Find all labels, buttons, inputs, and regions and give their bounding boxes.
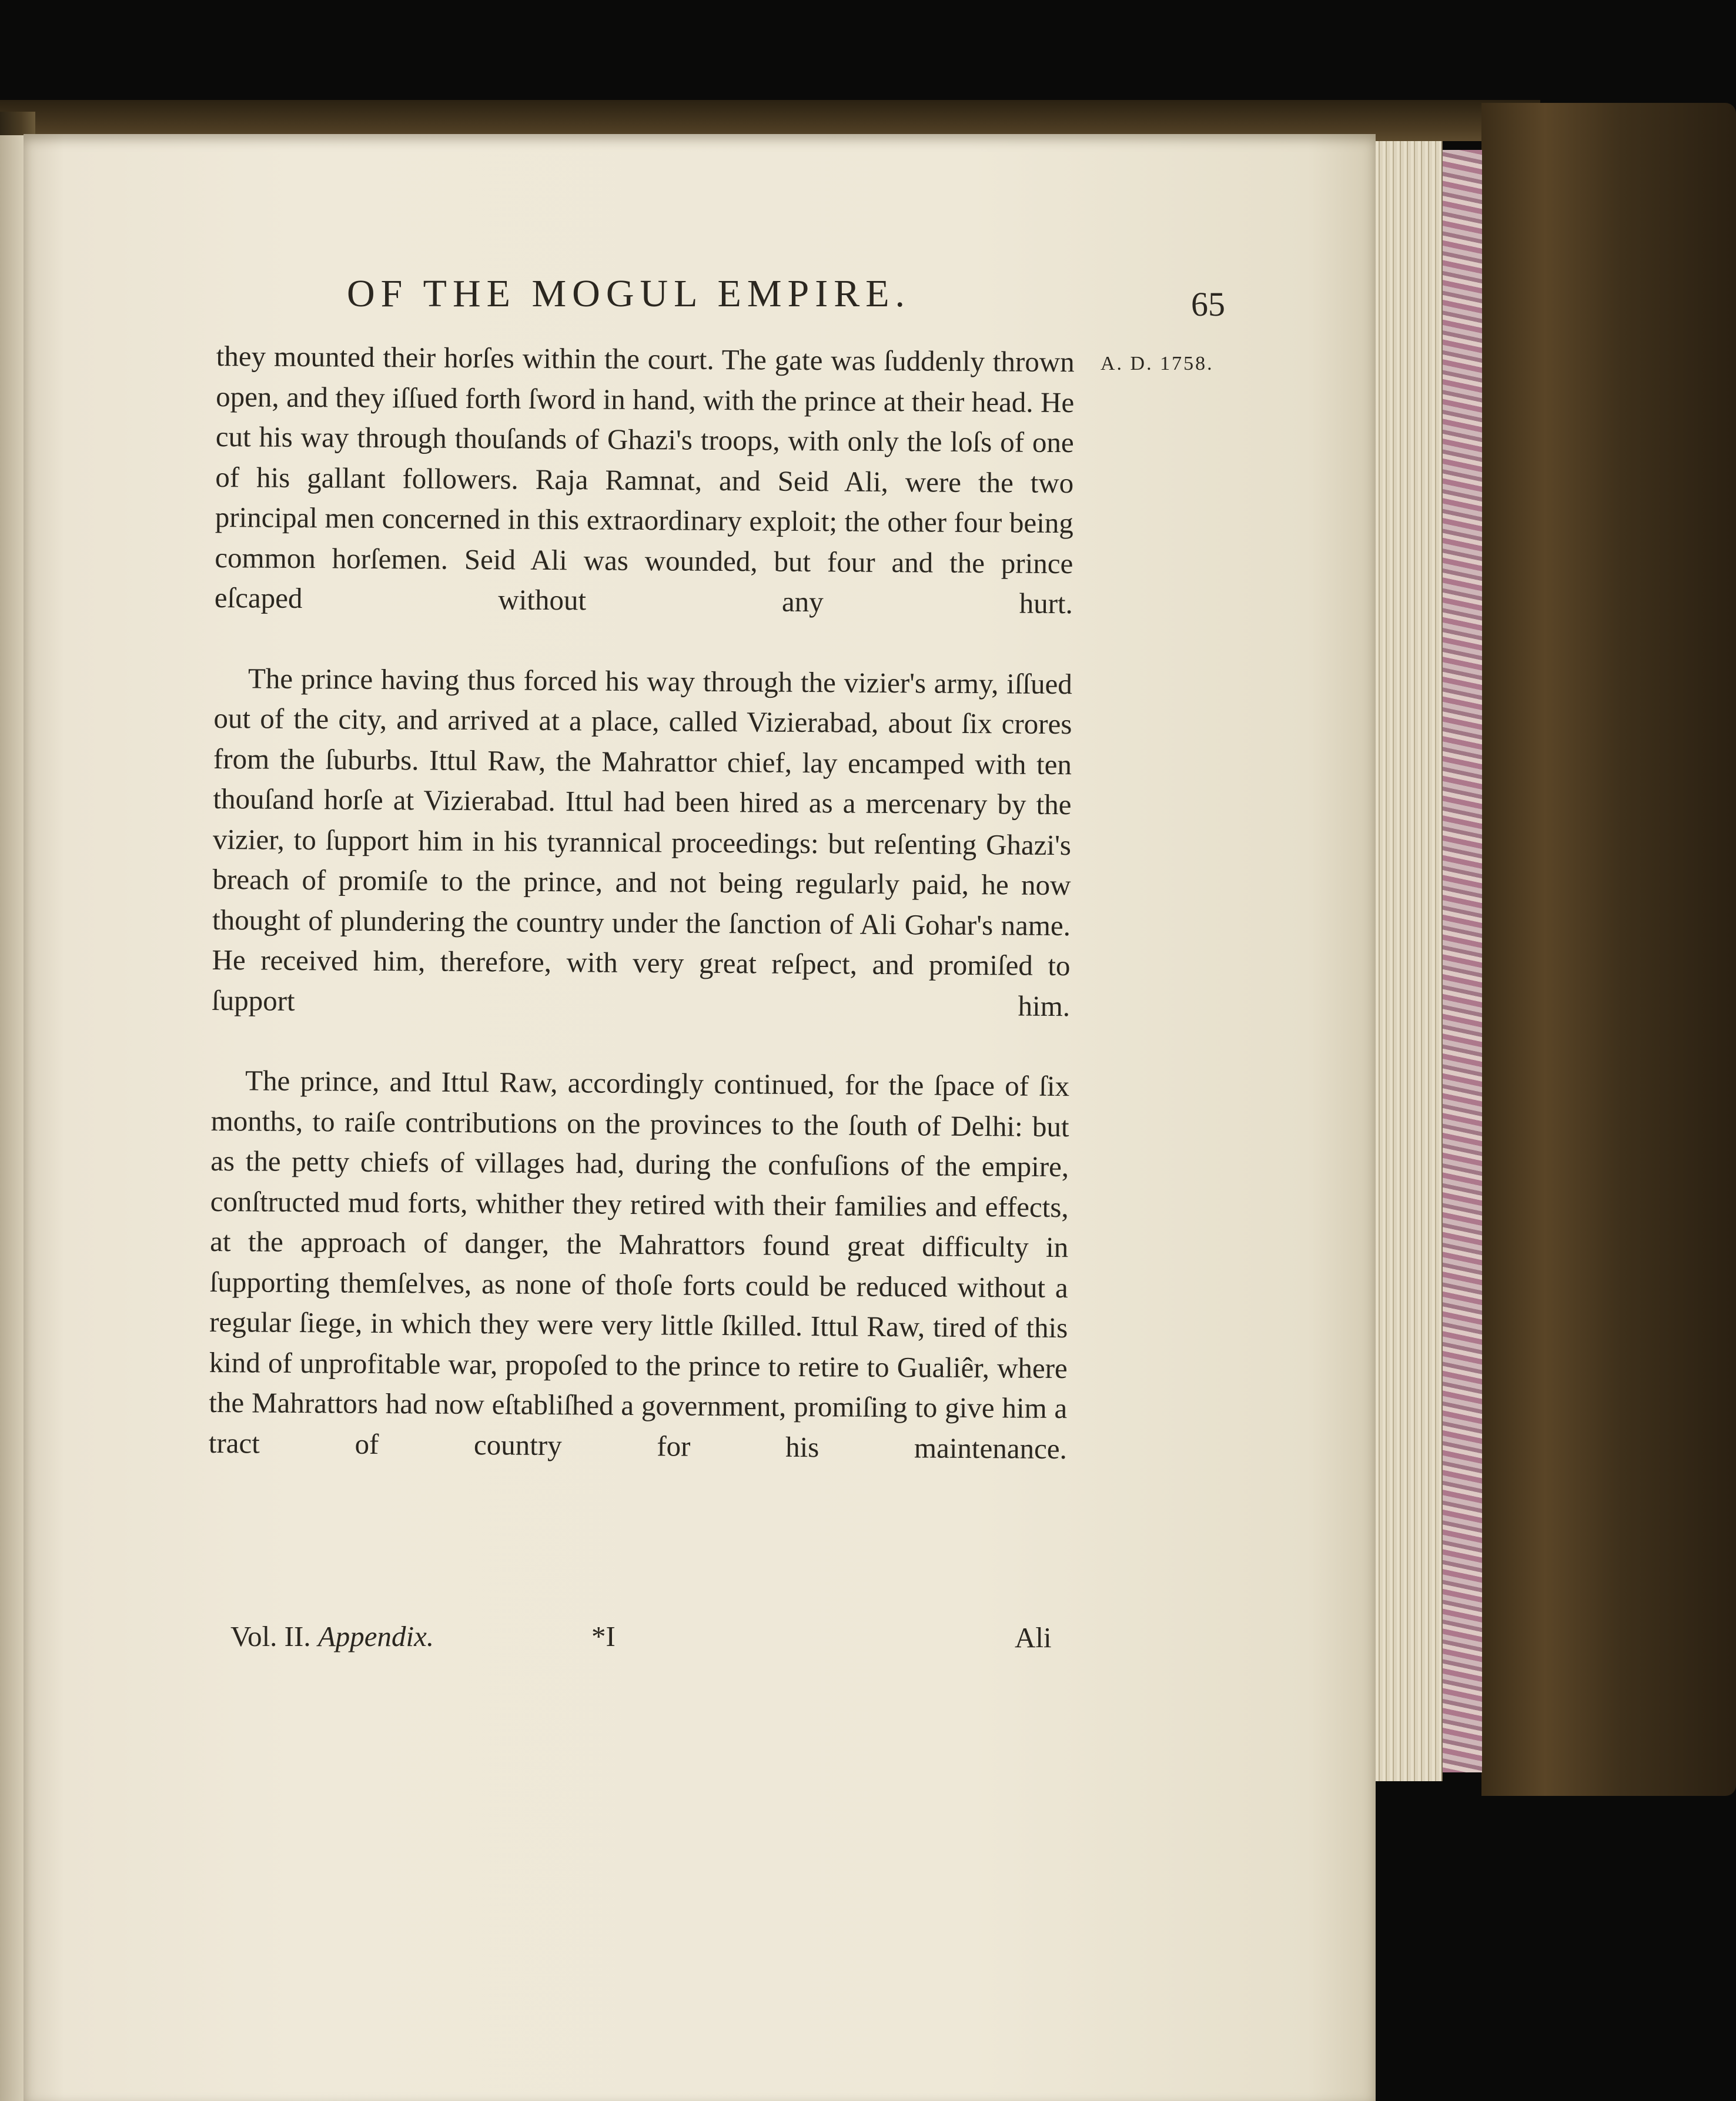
body-text [209, 336, 1075, 1469]
volume-label: Vol. II. [230, 1620, 311, 1652]
page-block-edges [1376, 141, 1443, 1781]
paragraph-1: they mounted their horſes within the court. The gate was ſuddenly thrown open, and they iſſued forth ſword in hand, with the prince at their head. He cut his way through thouſands of Ghazi's troops, with only the loſs of one of his gallant followers. Raja Ramnat, and Seid Ali, were the two principal men concerned in this extraordinary exploit; the other four being common horſemen. Seid Ali was wounded, but four and the prince eſcaped without any hurt. [214, 339, 1075, 620]
volume-line [230, 1620, 434, 1653]
catchword: Ali [1015, 1621, 1052, 1654]
signature-mark: *I [591, 1620, 616, 1652]
paragraph-3: The prince, and Ittul Raw, accordingly continued, for the ſpace of ſix months, to raiſe contributions on the provinces to the ſouth of Delhi: but as the petty chiefs of villages had, during the confuſions of the empire, conſtructed mud forts, whither they retired with their families and effects, at the approach of danger, the Mahrattors found great difficulty in ſupporting themſelves, as none of thoſe forts could be reduced without a regular ſiege, in which they were very little ſkilled. Ittul Raw, tired of this kind of unprofitable war, propoſed to the prince to retire to Gualiêr, where the Mahrattors had now eſtabliſhed a government, promiſing to give him a tract of country for his maintenance. [208, 1064, 1070, 1465]
book-cover-right-board [1481, 103, 1736, 1796]
page-number: 65 [1191, 285, 1225, 323]
paragraph-2: The prince having thus forced his way through the vizier's army, iſſued out of the city, and arrived at a place, called Vizierabad, about ſix crores from the ſuburbs. Ittul Raw, the Mahrattor chief, lay encamped with ten thouſand horſe at Vizierabad. Ittul had been hired as a mercenary by the vizier, to ſupport him in his tyrannical proceedings: but reſenting Ghazi's breach of promiſe to the prince, and not being regularly paid, he now thought of plundering the country under the ſanction of Ali Gohar's name. He received him, therefore, with very great reſpect, and promiſed to ſupport him. [211, 661, 1073, 1022]
page-footer [218, 1620, 1064, 1655]
marbled-fore-edge [1439, 150, 1482, 1772]
margin-date-note: A. D. 1758. [1101, 353, 1214, 374]
running-head: OF THE MOGUL EMPIRE. [347, 272, 911, 315]
appendix-label: Appendix. [317, 1620, 434, 1652]
facing-page-edge [0, 135, 24, 2101]
